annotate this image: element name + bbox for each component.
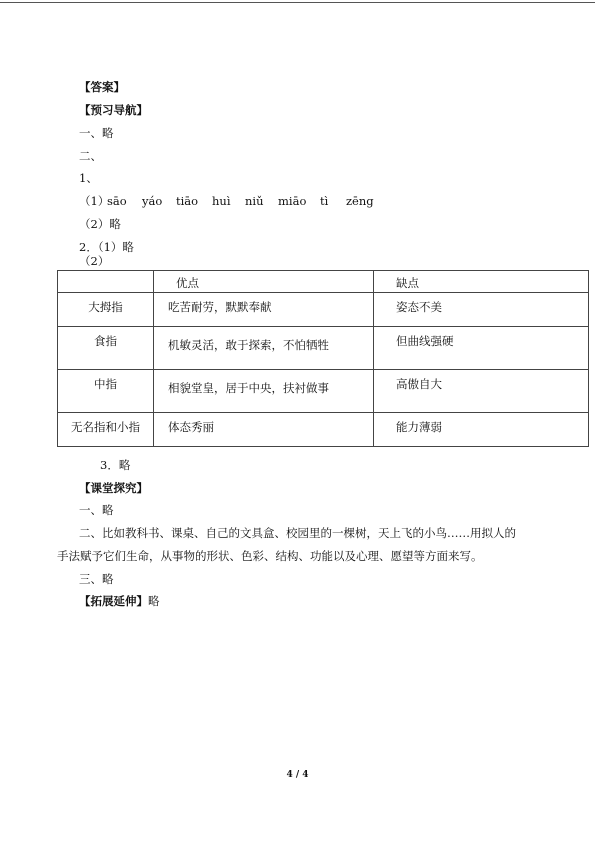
finger-cell: 中指: [58, 370, 154, 413]
table-header-row: [58, 271, 589, 293]
class-explore-q2-line2: 手法赋予它们生命，从事物的形状、色彩、结构、功能以及心理、愿望等方面来写。: [57, 549, 483, 563]
table-header-cell: [58, 271, 154, 293]
finger-cell: 食指: [58, 327, 154, 370]
finger-comparison-table: [57, 270, 589, 447]
answer-title: 【答案】: [79, 80, 125, 94]
preview-q2-2-2: （2）: [79, 254, 110, 268]
pinyin-item: tiāo: [176, 194, 199, 208]
preview-q3: 3．略: [100, 458, 131, 472]
pinyin-label: （1）: [79, 194, 110, 208]
pinyin-item: niǔ: [245, 194, 264, 208]
flaw-cell: 但曲线强硬: [374, 327, 589, 370]
merit-cell: 吃苦耐劳，默默奉献: [154, 293, 374, 327]
table-header-cell: 优点: [154, 271, 374, 293]
header-rule: [0, 2, 595, 3]
merit-cell: 机敏灵活，敢于探索，不怕牺牲: [154, 327, 374, 370]
preview-q2: 二、: [79, 149, 102, 163]
extension-heading: 【拓展延伸】: [79, 594, 148, 608]
pinyin-item: miāo: [278, 194, 307, 208]
merit-cell: 相貌堂皇，居于中央，扶衬做事: [154, 370, 374, 413]
preview-heading: 【预习导航】: [79, 103, 148, 117]
table-header-cell: 缺点: [374, 271, 589, 293]
finger-cell: 无名指和小指: [58, 413, 154, 447]
page-number: 4 / 4: [286, 770, 309, 780]
class-explore-q2-line1: 二、比如教科书、课桌、自己的文具盒、校园里的一棵树，天上飞的小鸟……用拟人的: [79, 526, 516, 540]
table-row: [58, 370, 589, 413]
preview-q2-1: 1、: [79, 171, 98, 185]
preview-q2-2: 2．（1）略: [79, 240, 134, 254]
flaw-cell: 姿态不美: [374, 293, 589, 327]
merit-cell: 体态秀丽: [154, 413, 374, 447]
class-explore-heading: 【课堂探究】: [79, 481, 148, 495]
table-row: [58, 293, 589, 327]
pinyin-item: sāo: [107, 194, 127, 208]
flaw-cell: 高傲自大: [374, 370, 589, 413]
table-row: [58, 413, 589, 447]
table-row: [58, 327, 589, 370]
pinyin-line: [79, 194, 374, 208]
pinyin-item: zēng: [346, 194, 374, 208]
preview-q2-1-2: （2）略: [79, 217, 121, 231]
pinyin-item: yáo: [142, 194, 163, 208]
pinyin-item: huì: [212, 194, 231, 208]
preview-q1: 一、略: [79, 126, 114, 140]
class-explore-q1: 一、略: [79, 503, 114, 517]
class-explore-q3: 三、略: [79, 572, 114, 586]
flaw-cell: 能力薄弱: [374, 413, 589, 447]
pinyin-item: tì: [320, 194, 329, 208]
finger-cell: 大拇指: [58, 293, 154, 327]
extension-text: 略: [148, 594, 160, 608]
extension-line: [79, 594, 160, 608]
